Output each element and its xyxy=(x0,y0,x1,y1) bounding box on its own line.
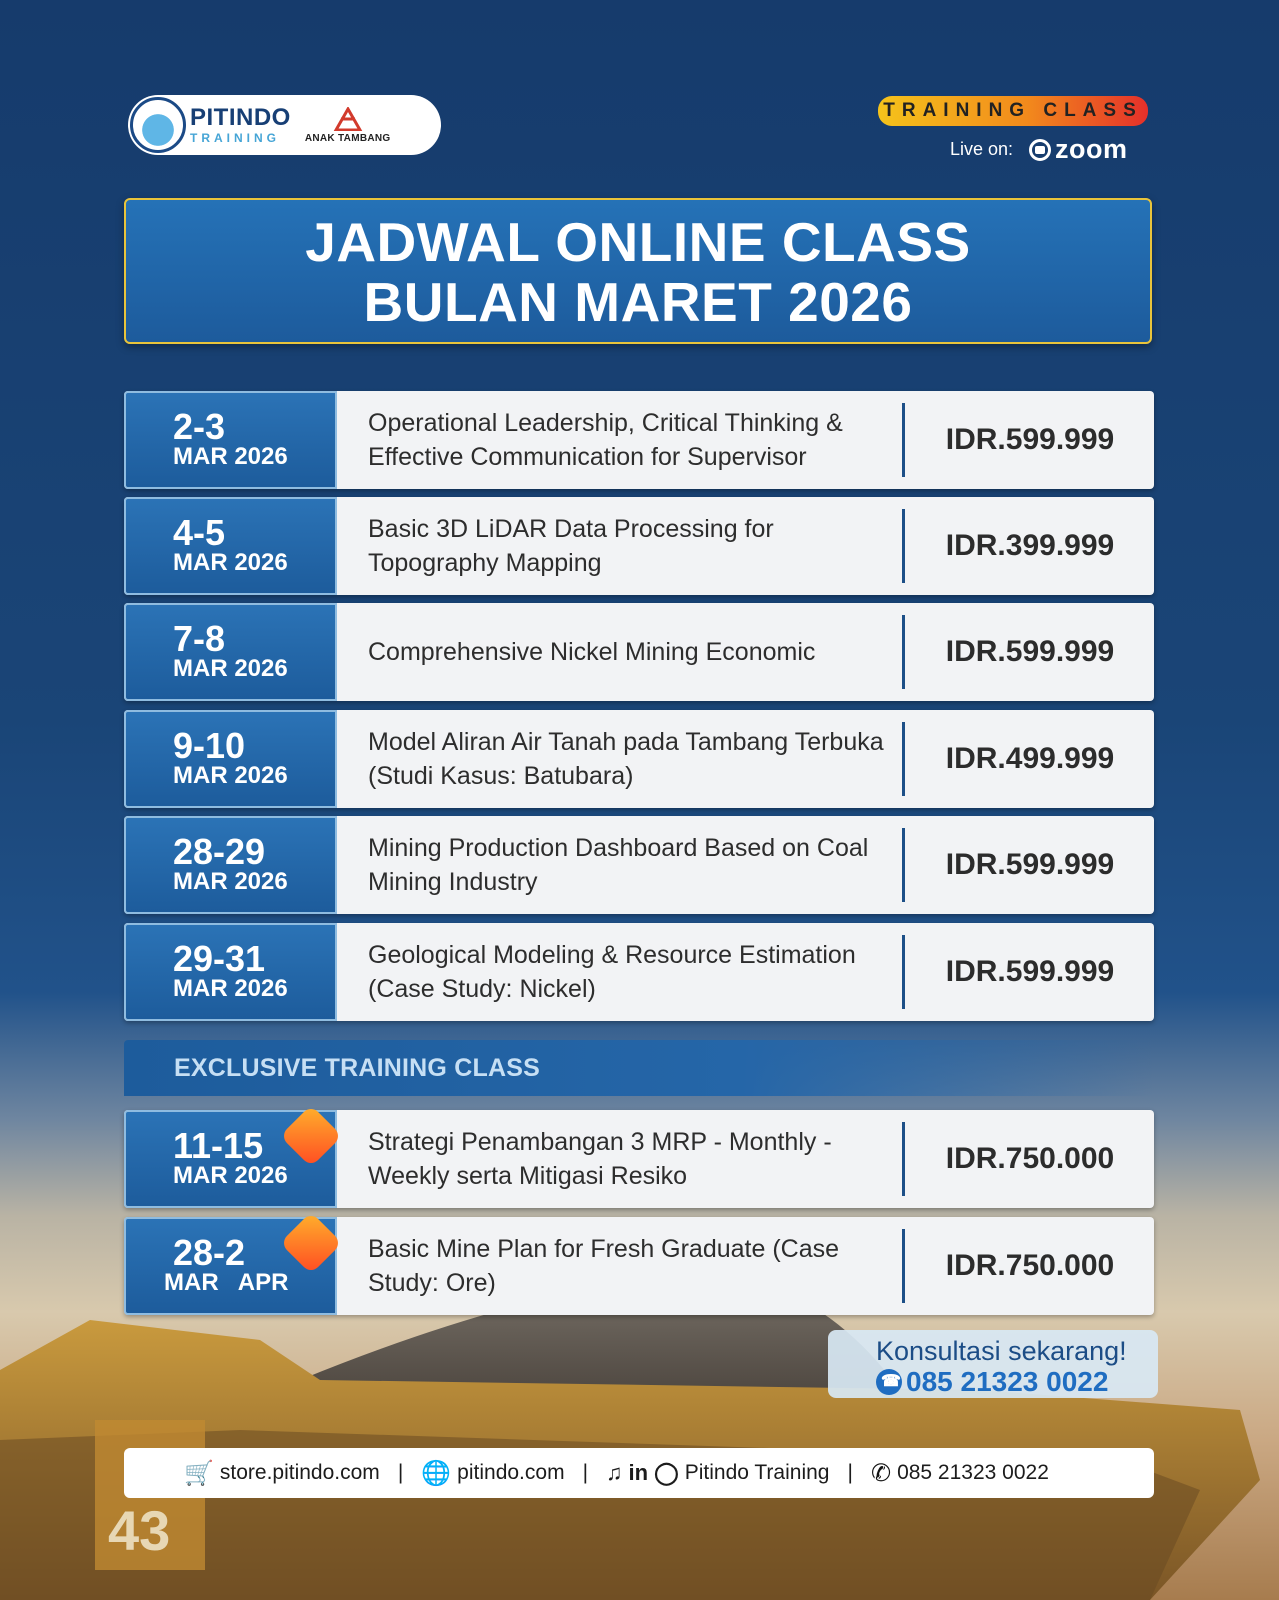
date-month: MAR APR xyxy=(164,1269,289,1296)
row-divider xyxy=(902,1229,905,1303)
footer-separator: | xyxy=(847,1461,853,1484)
schedule-row[interactable] xyxy=(124,816,1154,914)
course-title: Basic Mine Plan for Fresh Graduate (Case Study: Ore) xyxy=(368,1235,840,1297)
course-price: IDR.599.999 xyxy=(945,955,1115,988)
page-title-line2: BULAN MARET 2026 xyxy=(363,271,913,333)
date-month: MAR 2026 xyxy=(173,975,288,1002)
row-divider xyxy=(902,828,905,902)
pitindo-logo-text xyxy=(190,106,291,144)
whatsapp-icon xyxy=(876,1369,902,1395)
pitindo-subtitle: TRAINING xyxy=(190,131,280,145)
consultation-phone[interactable] xyxy=(876,1366,1108,1398)
social-handle[interactable]: Pitindo Training xyxy=(684,1461,830,1484)
schedule-date xyxy=(124,923,337,1021)
schedule-row[interactable] xyxy=(124,391,1154,489)
anak-tambang-logo xyxy=(305,107,391,144)
course-title: Comprehensive Nickel Mining Economic xyxy=(368,638,816,666)
date-days: 11-15 xyxy=(173,1125,264,1166)
course-price: IDR.499.999 xyxy=(945,742,1115,775)
store-link[interactable]: store.pitindo.com xyxy=(219,1461,380,1484)
date-month: MAR 2026 xyxy=(173,762,288,789)
schedule-date xyxy=(124,391,337,489)
tiktok-icon[interactable]: ♫ xyxy=(606,1460,623,1485)
date-days: 4-5 xyxy=(173,512,226,553)
course-price: IDR.599.999 xyxy=(945,635,1115,668)
date-month: MAR 2026 xyxy=(173,655,288,682)
date-days: 28-29 xyxy=(173,831,266,872)
footer-separator: | xyxy=(397,1461,404,1484)
course-title: Basic 3D LiDAR Data Processing for Topography Mapping xyxy=(368,515,774,577)
pitindo-name: PITINDO xyxy=(190,104,291,131)
course-title: Operational Leadership, Critical Thinking & Effective Communication for Supervisor xyxy=(368,409,843,471)
date-days: 29-31 xyxy=(173,938,266,979)
zoom-logo-text: zoom xyxy=(1055,134,1128,164)
course-title: Strategi Penambangan 3 MRP - Monthly - Weekly serta Mitigasi Resiko xyxy=(368,1128,832,1190)
schedule-row[interactable] xyxy=(124,710,1154,808)
zoom-camera-icon xyxy=(1029,139,1051,161)
cart-icon: 🛒 xyxy=(184,1459,214,1487)
truck-number: 43 xyxy=(108,1499,171,1562)
row-divider xyxy=(902,509,905,583)
phone-icon: ✆ xyxy=(870,1459,892,1487)
consultation-title: Konsultasi sekarang! xyxy=(876,1336,1127,1366)
live-on-zoom xyxy=(950,134,1128,165)
schedule-row[interactable] xyxy=(124,923,1154,1021)
course-title: Mining Production Dashboard Based on Coal Mining Industry xyxy=(368,834,869,896)
anak-tambang-mark-icon xyxy=(333,107,363,131)
instagram-icon[interactable]: ◯ xyxy=(654,1460,679,1485)
row-divider xyxy=(902,615,905,689)
row-divider xyxy=(902,935,905,1009)
date-month: MAR 2026 xyxy=(173,1162,288,1189)
website-link[interactable]: pitindo.com xyxy=(457,1461,565,1484)
course-title: Geological Modeling & Resource Estimation (Case Study: Nickel) xyxy=(368,941,856,1003)
page-title-box xyxy=(124,198,1152,344)
date-days: 2-3 xyxy=(173,406,226,447)
schedule-date xyxy=(124,816,337,914)
pitindo-logo-icon xyxy=(130,97,186,153)
exclusive-row[interactable] xyxy=(124,1110,1154,1208)
page-title-line1: JADWAL ONLINE CLASS xyxy=(305,211,971,273)
linkedin-icon[interactable]: in xyxy=(628,1460,649,1485)
course-price: IDR.750.000 xyxy=(945,1142,1115,1175)
consultation-box[interactable] xyxy=(828,1330,1158,1398)
anak-tambang-name: ANAK TAMBANG xyxy=(304,132,391,144)
footer-bar xyxy=(124,1448,1154,1498)
schedule-row[interactable] xyxy=(124,603,1154,701)
date-month: MAR 2026 xyxy=(173,549,288,576)
date-month: MAR 2026 xyxy=(173,443,288,470)
date-days: 7-8 xyxy=(173,618,226,659)
course-price: IDR.599.999 xyxy=(945,423,1115,456)
course-price: IDR.599.999 xyxy=(945,848,1115,881)
live-on-label: Live on: xyxy=(950,139,1014,159)
course-title: Model Aliran Air Tanah pada Tambang Terbuka (Studi Kasus: Batubara) xyxy=(368,728,884,790)
row-divider xyxy=(902,722,905,796)
exclusive-label: EXCLUSIVE TRAINING CLASS xyxy=(174,1054,540,1082)
course-price: IDR.399.999 xyxy=(945,529,1115,562)
date-days: 28-2 xyxy=(173,1232,246,1273)
brand-logos xyxy=(128,95,441,155)
schedule-date xyxy=(124,603,337,701)
row-divider xyxy=(902,403,905,477)
footer-phone[interactable]: 085 21323 0022 xyxy=(897,1461,1049,1484)
footer-separator: | xyxy=(582,1461,589,1484)
date-days: 9-10 xyxy=(173,725,246,766)
schedule-date xyxy=(124,710,337,808)
training-class-badge xyxy=(878,96,1148,126)
exclusive-row[interactable] xyxy=(124,1217,1154,1315)
training-class-label: TRAINING CLASS xyxy=(883,100,1143,121)
exclusive-section-header xyxy=(124,1040,1154,1096)
course-price: IDR.750.000 xyxy=(945,1249,1115,1282)
date-month: MAR 2026 xyxy=(173,868,288,895)
schedule-row[interactable] xyxy=(124,497,1154,595)
globe-icon: 🌐 xyxy=(421,1459,452,1487)
schedule-date xyxy=(124,497,337,595)
row-divider xyxy=(902,1122,905,1196)
consultation-phone-number: 085 21323 0022 xyxy=(906,1366,1109,1397)
